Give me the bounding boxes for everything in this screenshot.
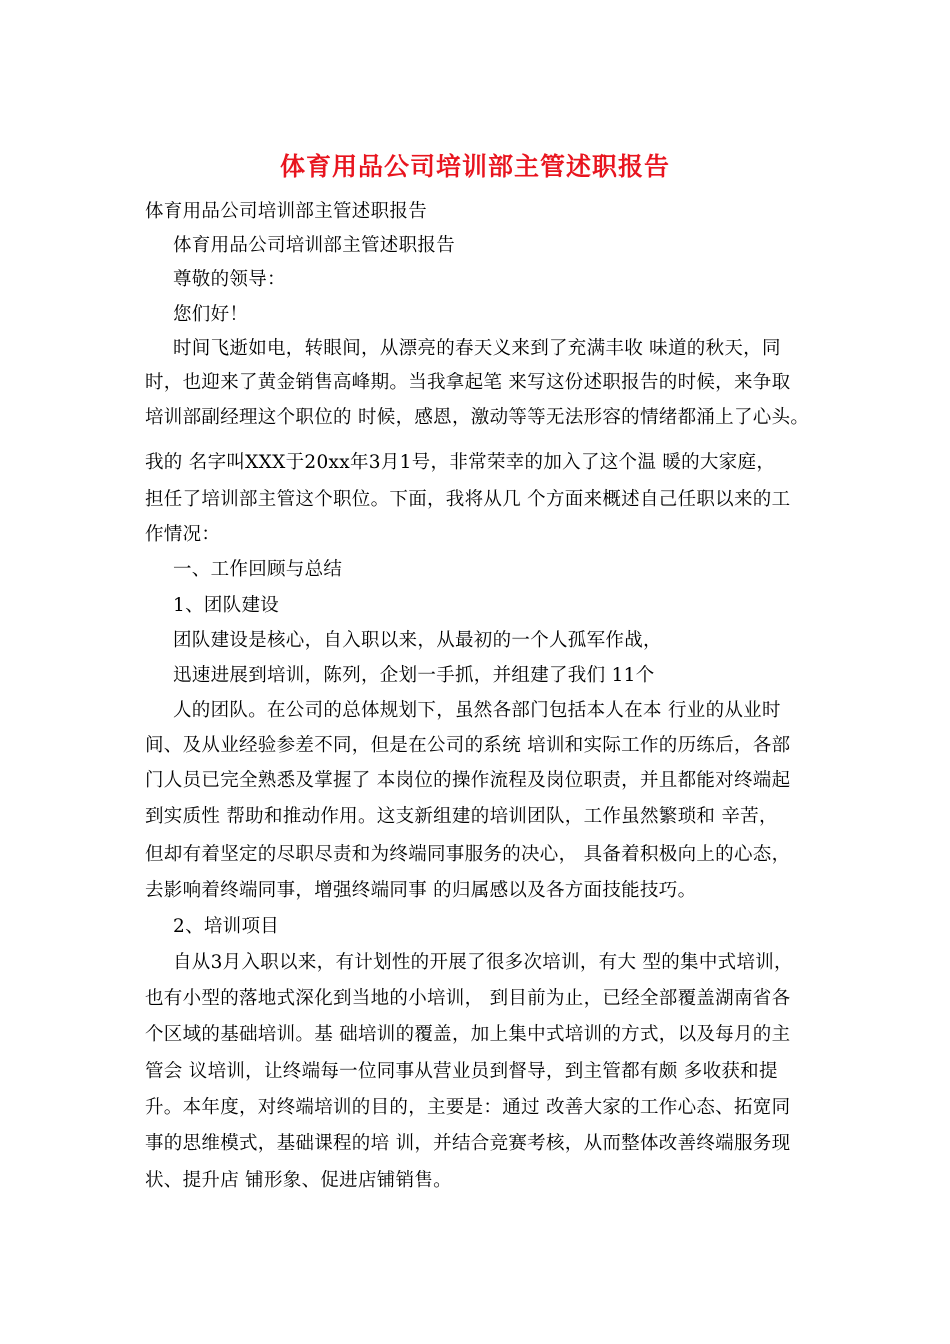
paragraph-line: 也有小型的落地式深化到当地的小培训， 到目前为止，已经全部覆盖湖南省各 xyxy=(145,988,791,1009)
subsection-heading: 1、团队建设 xyxy=(173,595,280,616)
paragraph-line: 人的团队。在公司的总体规划下，虽然各部门包括本人在本 行业的从业时 xyxy=(173,700,781,721)
paragraph-line: 升。本年度，对终端培训的目的，主要是：通过 改善大家的工作心态、拓宽同 xyxy=(145,1097,791,1118)
paragraph-line: 担任了培训部主管这个职位。下面，我将从几 个方面来概述自己任职以来的工 xyxy=(145,489,791,510)
paragraph-line: 尊敬的领导： xyxy=(173,269,286,290)
paragraph-line: 门人员已完全熟悉及掌握了 本岗位的操作流程及岗位职责，并且都能对终端起 xyxy=(145,770,791,791)
section-heading: 一、工作回顾与总结 xyxy=(173,559,343,580)
paragraph-line: 迅速进展到培训，陈列，企划一手抓，并组建了我们 11个 xyxy=(173,665,655,686)
paragraph-line: 时间飞逝如电，转眼间，从漂亮的春天义来到了充满丰收 味道的秋天，同 xyxy=(173,338,781,359)
paragraph-line: 事的思维模式，基础课程的培 训，并结合竞赛考核，从而整体改善终端服务现 xyxy=(145,1133,791,1154)
paragraph-line: 团队建设是核心，自入职以来，从最初的一个人孤军作战， xyxy=(173,630,662,651)
paragraph-line: 体育用品公司培训部主管述职报告 xyxy=(173,235,456,256)
paragraph-line: 自从3月入职以来，有计划性的开展了很多次培训，有大 型的集中式培训， xyxy=(173,952,793,973)
paragraph-line: 状、提升店 铺形象、促进店铺销售。 xyxy=(145,1170,452,1191)
paragraph-line: 个区域的基础培训。基 础培训的覆盖，加上集中式培训的方式，以及每月的主 xyxy=(145,1024,791,1045)
subsection-heading: 2、培训项目 xyxy=(173,916,280,937)
paragraph-line: 作情况： xyxy=(145,524,221,545)
document-title: 体育用品公司培训部主管述职报告 xyxy=(279,152,670,181)
paragraph-line: 间、及从业经验参差不同，但是在公司的系统 培训和实际工作的历练后，各部 xyxy=(145,735,791,756)
paragraph-line: 去影响着终端同事，增强终端同事 的归属感以及各方面技能技巧。 xyxy=(145,880,697,901)
paragraph-line: 但却有着坚定的尽职尽责和为终端同事服务的决心， 具备着积极向上的心态， xyxy=(145,844,791,865)
paragraph-line: 培训部副经理这个职位的 时候，感恩，激动等等无法形容的情绪都涌上了心头。 xyxy=(145,407,810,428)
paragraph-line: 您们好！ xyxy=(173,304,249,325)
paragraph-line: 时，也迎来了黄金销售高峰期。当我拿起笔 来写这份述职报告的时候，来争取 xyxy=(145,372,791,393)
paragraph-line: 管会 议培训，让终端每一位同事从营业员到督导，到主管都有颇 多收获和提 xyxy=(145,1061,778,1082)
paragraph-line: 我的 名字叫XXX于20xx年3月1号，非常荣幸的加入了这个温 暖的大家庭， xyxy=(145,452,776,473)
paragraph-line: 体育用品公司培训部主管述职报告 xyxy=(145,201,428,222)
paragraph-line: 到实质性 帮助和推动作用。这支新组建的培训团队，工作虽然繁琐和 辛苦， xyxy=(145,806,778,827)
